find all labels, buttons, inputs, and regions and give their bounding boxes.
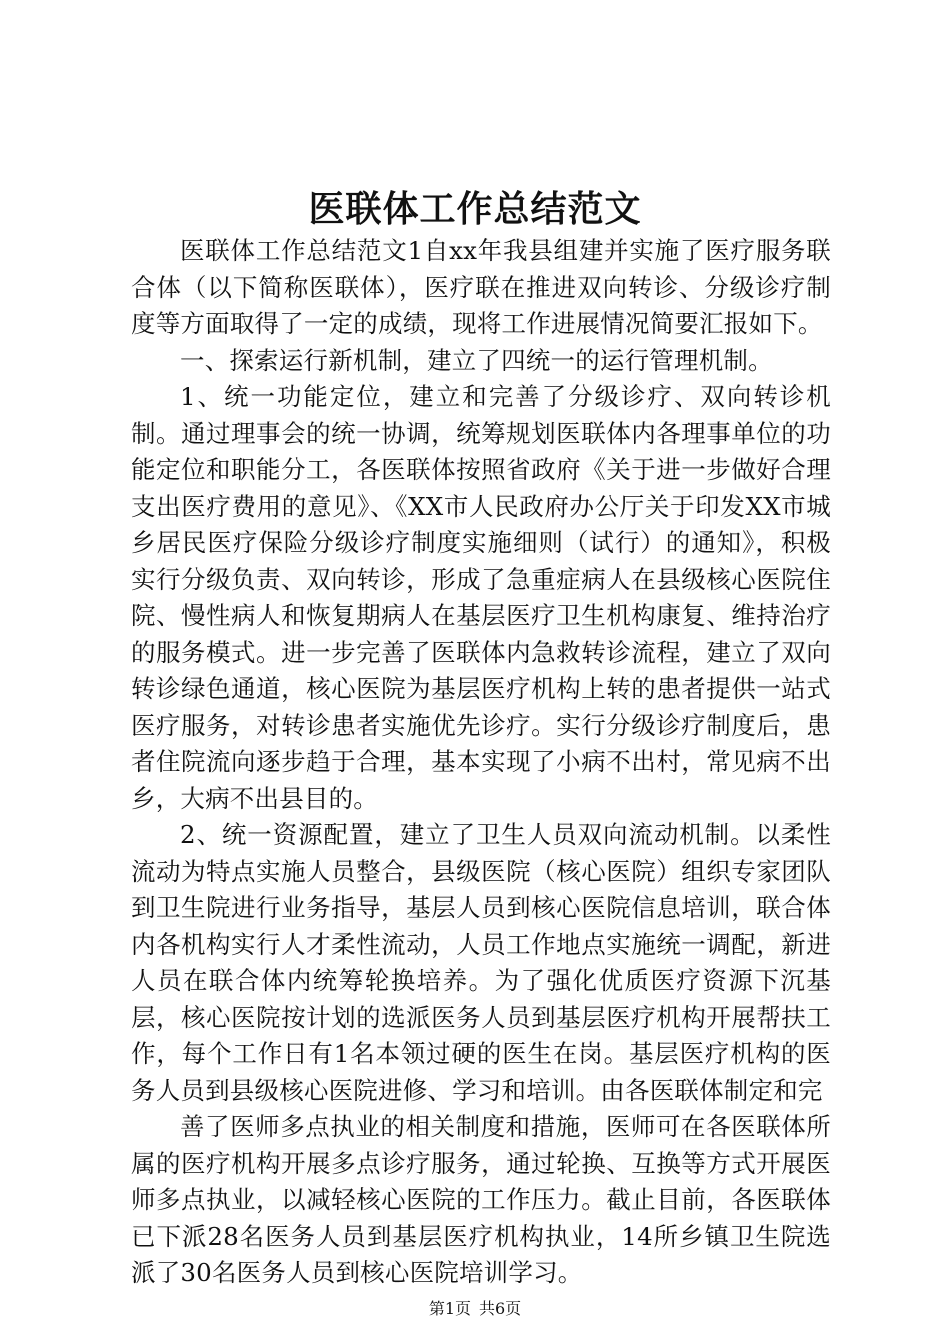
- document-title: 医联体工作总结范文: [308, 188, 642, 230]
- document-body: [131, 233, 831, 1292]
- paragraph-section-heading: 一、探索运行新机制，建立了四统一的运行管理机制。: [180, 345, 773, 375]
- paragraph-item-1: 1、统一功能定位，建立和完善了分级诊疗、双向转诊机制。通过理事会的统一协调，统筹规划医联体内各理事单位的功能定位和职能分工，各医联体按照省政府《关于进一步做好合理支出医疗费用的意见》、《XX市人民政府办公厅关于印发XX市城乡居民医疗保险分级诊疗制度实施细则（试行）的通知》，积极实行分级负责、双向转诊，形成了急重症病人在县级核心医院住院、慢性病人和恢复期病人在基层医疗卫生机构康复、维持治疗的服务模式。进一步完善了医联体内急救转诊流程，建立了双向转诊绿色通道，核心医院为基层医疗机构上转的患者提供一站式医疗服务，对转诊患者实施优先诊疗。实行分级诊疗制度后，患者住院流向逐步趋于合理，基本实现了小病不出村，常见病不出乡，大病不出县目的。: [131, 382, 831, 813]
- page-number: 第1页: [428, 1299, 471, 1318]
- page-total: 共6页: [479, 1299, 522, 1318]
- page-footer: [0, 1298, 950, 1320]
- paragraph-item-2-continued: 善了医师多点执业的相关制度和措施，医师可在各医联体所属的医疗机构开展多点诊疗服务，通过轮换、互换等方式开展医师多点执业，以减轻核心医院的工作压力。截止目前，各医联体已下派28名医务人员到基层医疗机构执业，14所乡镇卫生院选派了30名医务人员到核心医院培训学习。: [131, 1112, 831, 1287]
- paragraph-item-2: 2、统一资源配置，建立了卫生人员双向流动机制。以柔性流动为特点实施人员整合，县级医院（核心医院）组织专家团队到卫生院进行业务指导，基层人员到核心医院信息培训，联合体内各机构实行人才柔性流动，人员工作地点实施统一调配，新进人员在联合体内统筹轮换培养。为了强化优质医疗资源下沉基层，核心医院按计划的选派医务人员到基层医疗机构开展帮扶工作，每个工作日有1名本领过硬的医生在岗。基层医疗机构的医务人员到县级核心医院进修、学习和培训。由各医联体制定和完: [131, 820, 831, 1105]
- paragraph-intro: 医联体工作总结范文1自xx年我县组建并实施了医疗服务联合体（以下简称医联体），医疗联在推进双向转诊、分级诊疗制度等方面取得了一定的成绩，现将工作进展情况简要汇报如下。: [131, 236, 831, 338]
